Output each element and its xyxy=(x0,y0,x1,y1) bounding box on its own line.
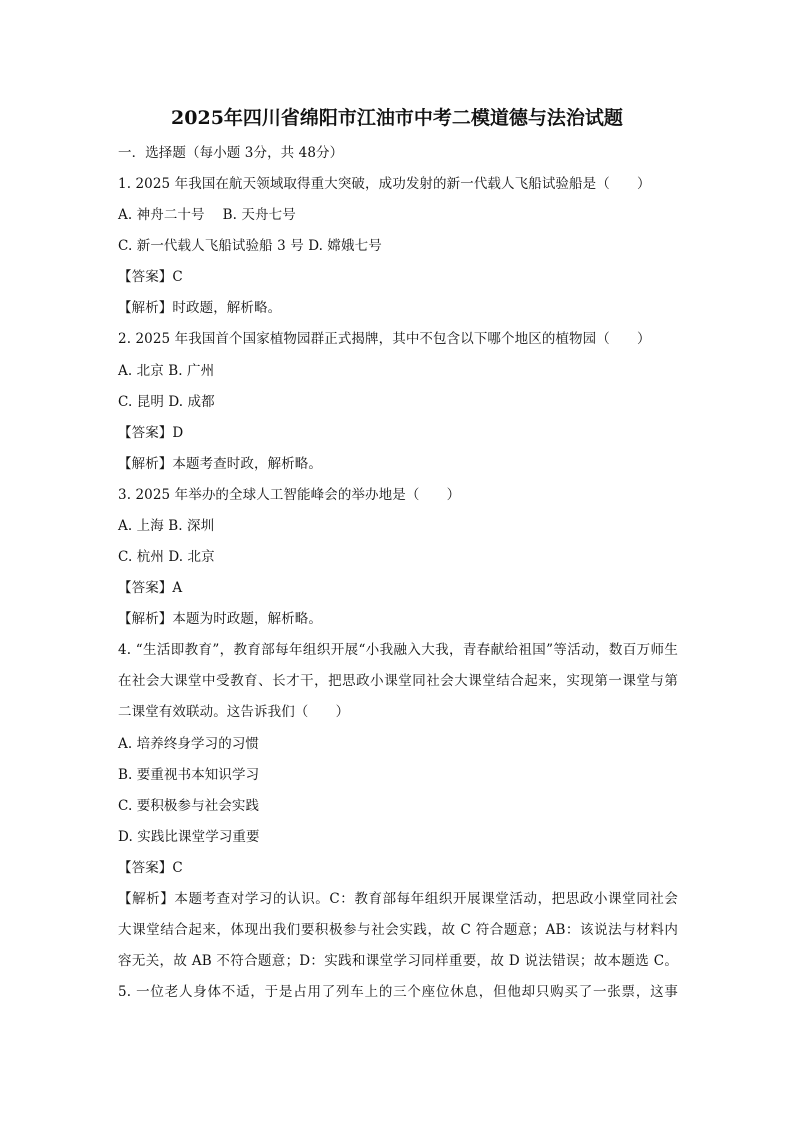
question-2-analysis: 【解析】本题考查时政，解析略。 xyxy=(118,456,322,472)
question-4-option-b: B. 要重视书本知识学习 xyxy=(118,767,260,783)
question-2-stem: 2. 2025 年我国首个国家植物园群正式揭牌，其中不包含以下哪个地区的植物园（ ） xyxy=(118,331,651,347)
question-2-answer: 【答案】D xyxy=(118,425,184,441)
section-heading: 一．选择题（每小题 3分，共 48分） xyxy=(118,145,344,161)
question-5-stem: 5. 一位老人身体不适，于是占用了列车上的三个座位休息，但他却只购买了一张票，这事 xyxy=(118,984,678,1000)
question-2-options-row-1: A. 北京 B. 广州 xyxy=(118,363,215,379)
question-4-analysis-line-3: 容无关，故 AB 不符合题意；D：实践和课堂学习同样重要，故 D 说法错误；故本题选 C。 xyxy=(118,953,678,969)
question-3-stem: 3. 2025 年举办的全球人工智能峰会的举办地是（ ） xyxy=(118,487,461,503)
question-4-analysis-line-1: 【解析】本题考查对学习的认识。C：教育部每年组织开展课堂活动，把思政小课堂同社会 xyxy=(118,891,678,907)
question-1-analysis: 【解析】时政题，解析略。 xyxy=(118,300,282,316)
question-3-options-row-1: A. 上海 B. 深圳 xyxy=(118,518,215,534)
question-3-options-row-2: C. 杭州 D. 北京 xyxy=(118,549,215,565)
question-4-option-c: C. 要积极参与社会实践 xyxy=(118,798,260,814)
question-4-answer: 【答案】C xyxy=(118,860,183,876)
question-1-stem: 1. 2025 年我国在航天领域取得重大突破，成功发射的新一代载人飞船试验船是（ ） xyxy=(118,176,651,192)
question-2-options-row-2: C. 昆明 D. 成都 xyxy=(118,394,215,410)
question-4-stem-line-2: 在社会大课堂中受教育、长才干，把思政小课堂同社会大课堂结合起来，实现第一课堂与第 xyxy=(118,673,678,689)
question-4-stem-line-1: 4. “生活即教育”，教育部每年组织开展“小我融入大我，青春献给祖国”等活动，数百万师生 xyxy=(118,642,678,658)
question-1-options-row-1: A. 神舟二十号 B. 天舟七号 xyxy=(118,207,296,223)
question-3-analysis: 【解析】本题为时政题，解析略。 xyxy=(118,611,322,627)
question-4-option-d: D. 实践比课堂学习重要 xyxy=(118,829,260,845)
question-4-analysis-line-2: 大课堂结合起来，体现出我们要积极参与社会实践，故 C 符合题意；AB：该说法与材料内 xyxy=(118,922,678,938)
page-title: 2025年四川省绵阳市江油市中考二模道德与法治试题 xyxy=(171,107,623,129)
question-1-answer: 【答案】C xyxy=(118,269,183,285)
question-3-answer: 【答案】A xyxy=(118,580,183,596)
question-1-options-row-2: C. 新一代载人飞船试验船 3 号 D. 嫦娥七号 xyxy=(118,238,382,254)
question-4-option-a: A. 培养终身学习的习惯 xyxy=(118,736,260,752)
question-4-stem-line-3: 二课堂有效联动。这告诉我们（ ） xyxy=(118,704,350,720)
